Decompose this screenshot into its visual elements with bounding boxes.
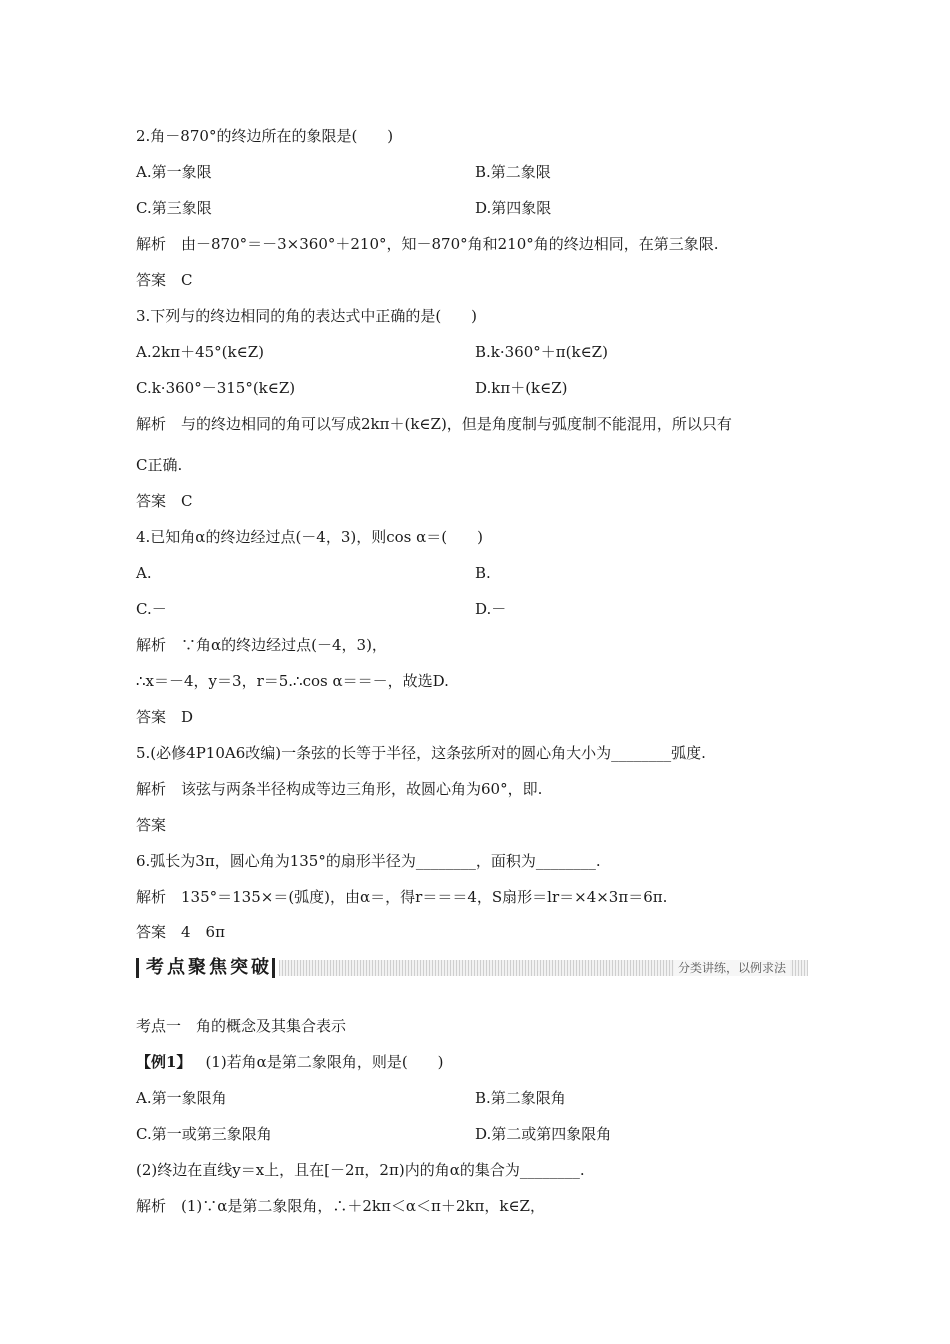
q6-stem: 6.弧长为3π，圆心角为135°的扇形半径为________，面积为________.	[136, 852, 601, 870]
example-analysis: 解析 (1)∵α是第二象限角，∴＋2kπ＜α＜π＋2kπ，k∈Z，	[136, 1197, 545, 1215]
q4-analysis-line1: 解析 ∵角α的终边经过点(－4，3)，	[136, 636, 387, 654]
q6-analysis: 解析 135°＝135×＝(弧度)，由α＝，得r＝＝＝4，S扇形＝lr＝×4×3π＝6π.	[136, 888, 668, 906]
example-option-b: B.第二象限角	[475, 1089, 566, 1107]
example-stem: (1)若角α是第二象限角，则是( )	[205, 1053, 444, 1071]
q3-option-a: A.2kπ＋45°(k∈Z)	[136, 343, 264, 361]
example-1-part2: (2)终边在直线y＝x上，且在[－2π，2π)内的角α的集合为________.	[136, 1161, 585, 1179]
q4-stem: 4.已知角α的终边经过点(－4，3)，则cos α＝( )	[136, 528, 483, 546]
banner-divider-bar	[272, 958, 275, 978]
q5-stem: 5.(必修4P10A6改编)一条弦的长等于半径，这条弦所对的圆心角大小为________弧度.	[136, 744, 706, 762]
q3-option-d: D.kπ＋(k∈Z)	[475, 379, 568, 397]
q3-analysis-line2: C正确.	[136, 456, 183, 474]
example-option-d: D.第二或第四象限角	[475, 1125, 612, 1143]
q6-answer: 答案 4 6π	[136, 923, 225, 941]
banner-tagline: 分类讲练，以例求法	[674, 960, 790, 976]
q2-option-c: C.第三象限	[136, 199, 212, 217]
section-banner	[136, 956, 808, 980]
q2-stem: 2.角－870°的终边所在的象限是( )	[136, 127, 394, 145]
q3-option-b: B.k·360°＋π(k∈Z)	[475, 343, 608, 361]
example-option-c: C.第一或第三象限角	[136, 1125, 272, 1143]
example-1-part1	[136, 1052, 444, 1072]
q2-analysis: 解析 由－870°＝－3×360°＋210°，知－870°角和210°角的终边相同，在第三象限.	[136, 235, 719, 253]
q2-option-d: D.第四象限	[475, 199, 552, 217]
q3-answer: 答案 C	[136, 492, 193, 510]
example-label: 【例1】	[136, 1053, 192, 1071]
q4-option-c: C.－	[136, 600, 167, 618]
example-option-a: A.第一象限角	[136, 1089, 227, 1107]
q4-answer: 答案 D	[136, 708, 194, 726]
q3-analysis-line1: 解析 与的终边相同的角可以写成2kπ＋(k∈Z)，但是角度制与弧度制不能混用，所以只有	[136, 415, 732, 433]
q4-option-a: A.	[136, 564, 152, 582]
section-heading: 考点一 角的概念及其集合表示	[136, 1017, 347, 1035]
q3-stem: 3.下列与的终边相同的角的表达式中正确的是( )	[136, 307, 478, 325]
q5-answer: 答案	[136, 816, 167, 834]
q2-option-b: B.第二象限	[475, 163, 551, 181]
q5-analysis: 解析 该弦与两条半径构成等边三角形，故圆心角为60°，即.	[136, 780, 543, 798]
q2-option-a: A.第一象限	[136, 163, 212, 181]
q4-analysis-line2: ∴x＝－4，y＝3，r＝5.∴cos α＝＝－，故选D.	[136, 672, 449, 690]
q2-answer: 答案 C	[136, 271, 193, 289]
q3-option-c: C.k·360°－315°(k∈Z)	[136, 379, 296, 397]
q4-option-b: B.	[475, 564, 491, 582]
q4-option-d: D.－	[475, 600, 507, 618]
banner-title: 考点聚焦突破	[146, 957, 272, 978]
banner-left-bar	[136, 958, 139, 978]
